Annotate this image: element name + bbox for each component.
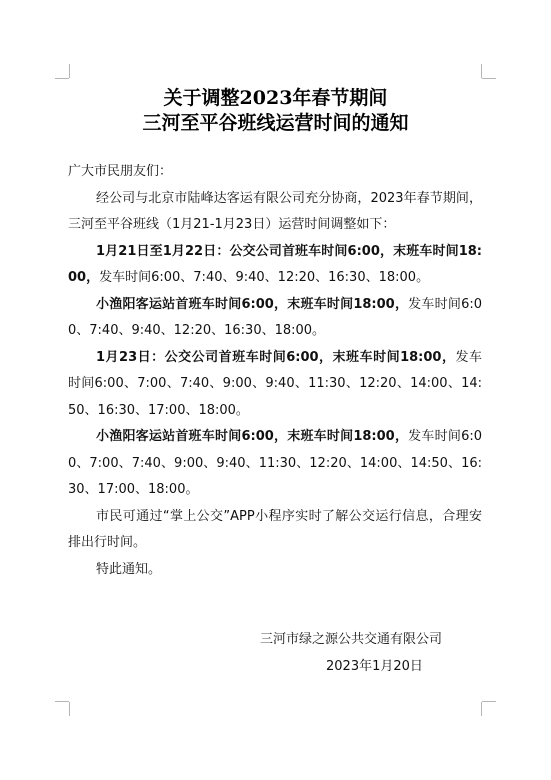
schedule-heading: 小渔阳客运站首班车时间6:00，末班车时间18:00，	[96, 296, 409, 312]
crop-mark-bottom-left-h	[55, 701, 69, 702]
schedule-jan21-22-xiaoyuyang	[68, 292, 482, 345]
closing-paragraph: 特此通知。	[96, 561, 162, 577]
crop-mark-bottom-right-h	[482, 701, 496, 702]
crop-mark-top-left-h	[55, 78, 69, 79]
schedule-jan23-bus-company	[68, 345, 482, 425]
schedule-jan21-22-bus-company	[68, 239, 482, 292]
crop-mark-bottom-left-v	[69, 702, 70, 716]
schedule-heading: 小渔阳客运站首班车时间6:00，末班车时间18:00，	[96, 429, 409, 444]
schedule-times: 发车时间6:00、7:00、7:40、9:00、9:40、11:30、12:20、14:00、14:50、16:30、17:00、18:00。	[68, 349, 482, 418]
schedule-heading: 1月21日至1月22日：公交公司首班车时间6:00，末班车时间18:00，	[68, 243, 482, 285]
notice-title-line-2: 三河至平谷班线运营时间的通知	[142, 112, 409, 134]
signature-organization: 三河市绿之源公共交通有限公司	[260, 632, 443, 647]
schedule-heading: 1月23日：公交公司首班车时间6:00，末班车时间18:00，	[96, 349, 456, 365]
intro-paragraph: 经公司与北京市陆峰达客运有限公司充分协商，2023年春节期间，三河至平谷班线（1月21-1月23日）运营时间调整如下：	[68, 190, 482, 232]
signature-date: 2023年1月20日	[326, 659, 423, 674]
schedule-times: 发车时间6:00、7:40、9:40、12:20、16:30、18:00。	[68, 296, 482, 338]
schedule-times: 发车时间6:00、7:40、9:40、12:20、16:30、18:00。	[99, 270, 430, 285]
crop-mark-bottom-right-v	[481, 702, 482, 716]
crop-mark-top-right-v	[481, 64, 482, 78]
app-notice-paragraph: 市民可通过“掌上公交”APP小程序实时了解公交运行信息，合理安排出行时间。	[68, 508, 482, 550]
crop-mark-top-right-h	[482, 78, 496, 79]
greeting: 广大市民朋友们：	[68, 164, 173, 179]
notice-title-line-1: 关于调整2023年春节期间	[163, 87, 388, 109]
schedule-times: 发车时间6:00、7:00、7:40、9:00、9:40、11:30、12:20、14:00、14:50、16:30、17:00、18:00。	[68, 429, 482, 497]
schedule-jan23-xiaoyuyang	[68, 424, 482, 504]
notice-body	[68, 159, 482, 583]
crop-mark-top-left-v	[69, 64, 70, 78]
